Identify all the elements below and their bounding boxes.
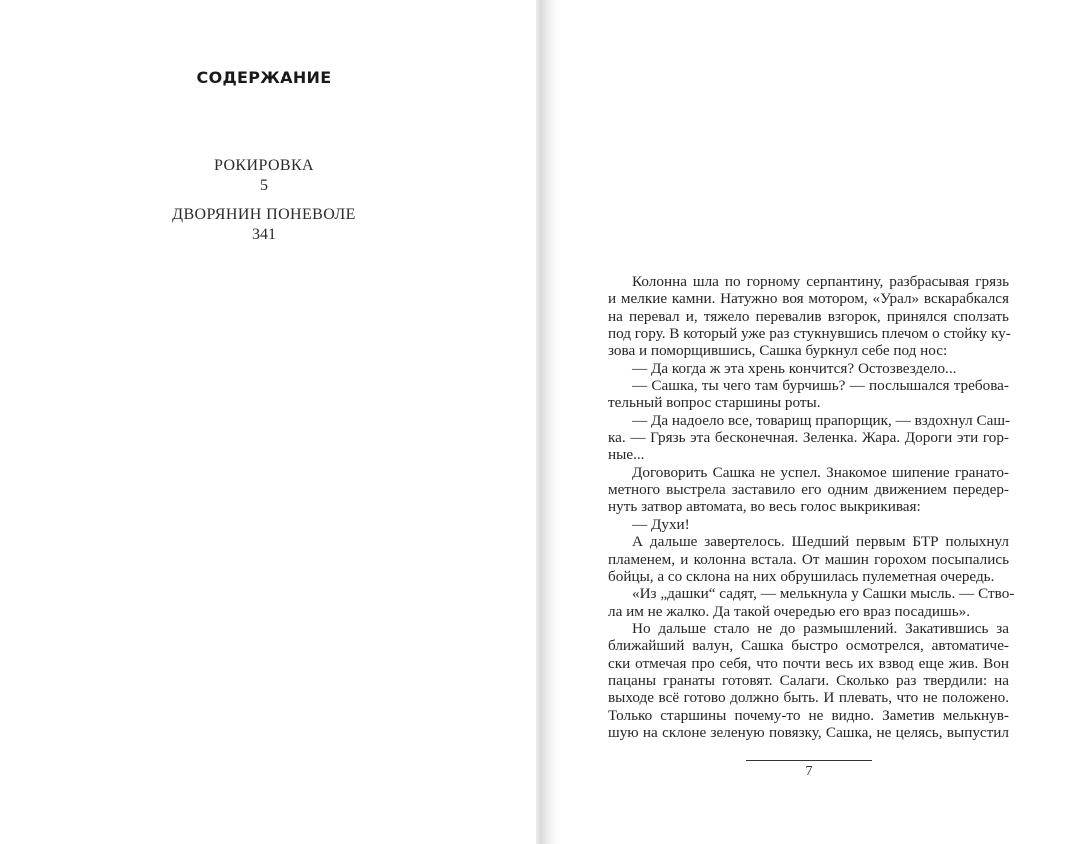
text-line: метного выстрела заставило его одним движением передер- [608, 481, 1009, 499]
text-line: и мелкие камни. Натужно воя мотором, «Урал» вскарабкался [608, 290, 1009, 308]
text-line: Но дальше стало не до размышлений. Закатившись за [632, 619, 1009, 637]
text-line: Договорить Сашка не успел. Знакомое шипение гранато- [632, 463, 1009, 481]
left-page [0, 0, 540, 844]
text-line: выходе всё готово должно быть. И плевать, что не положено. [608, 689, 1009, 707]
text-line: пламенем, и колонна встала. От машин горохом посыпались [608, 550, 1009, 568]
text-line: — Духи! [632, 515, 690, 533]
text-line: зова и поморщившись, Сашка буркнул себе под нос: [608, 342, 948, 360]
toc-entry-page: 341 [252, 226, 276, 243]
text-line: ка. — Грязь эта бесконечная. Зеленка. Жара. Дороги эти гор- [608, 429, 1009, 447]
page-number: 7 [805, 764, 813, 779]
book-gutter [536, 0, 558, 844]
toc-entry[interactable] [0, 156, 528, 196]
toc-entry-title: ДВОРЯНИН ПОНЕВОЛЕ [172, 206, 356, 223]
footer-rule [746, 760, 872, 761]
toc-entry-page: 5 [260, 177, 268, 194]
text-line: шую на склоне зеленую повязку, Сашка, не целясь, выпустил [608, 723, 1009, 741]
text-line: нуть затвор автомата, во весь голос выкрикивая: [608, 498, 921, 516]
toc-heading: СОДЕРЖАНИЕ [196, 68, 332, 87]
text-line: — Да когда ж эта хрень кончится? Остозвездело... [632, 359, 957, 377]
text-line: ные... [608, 446, 645, 464]
text-line: бойцы, а со склона на них обрушилась пулеметная очередь. [608, 567, 995, 585]
text-line: тельный вопрос старшины роты. [608, 394, 821, 412]
text-line: — Да надоело все, товарищ прапорщик, — вздохнул Саш- [632, 411, 1011, 429]
toc-entry-title: РОКИРОВКА [213, 157, 315, 174]
text-line: под гору. В который уже раз стукнувшись плечом о стойку ку- [608, 325, 1011, 343]
text-line: на перевал и, тяжело перевалив взгорок, принялся сползать [608, 307, 1009, 325]
text-line: ла им не жалко. Да такой очередью его враз посадишь». [608, 602, 971, 620]
text-line: — Сашка, ты чего там бурчишь? — послышался требова- [632, 377, 1009, 395]
toc-entry[interactable] [0, 205, 528, 245]
text-line: ски отмечая про себя, что почти весь их взвод еще жив. Вон [608, 654, 1009, 672]
body-text [608, 273, 1015, 741]
text-line: А дальше завертелось. Шедший первым БТР полыхнул [632, 533, 1009, 551]
text-line: Только старшины почему-то не видно. Заметив мелькнув- [608, 706, 1009, 724]
text-line: пацаны гранаты готовят. Салаги. Сколько раз твердили: на [608, 671, 1009, 689]
text-line: «Из „дашки“ садят, — мелькнула у Сашки мысль. — Ство- [632, 585, 1015, 603]
text-line: ближайший валун, Сашка быстро осмотрелся, автоматиче- [608, 637, 1009, 655]
text-line: Колонна шла по горному серпантину, разбрасывая грязь [632, 273, 1009, 290]
